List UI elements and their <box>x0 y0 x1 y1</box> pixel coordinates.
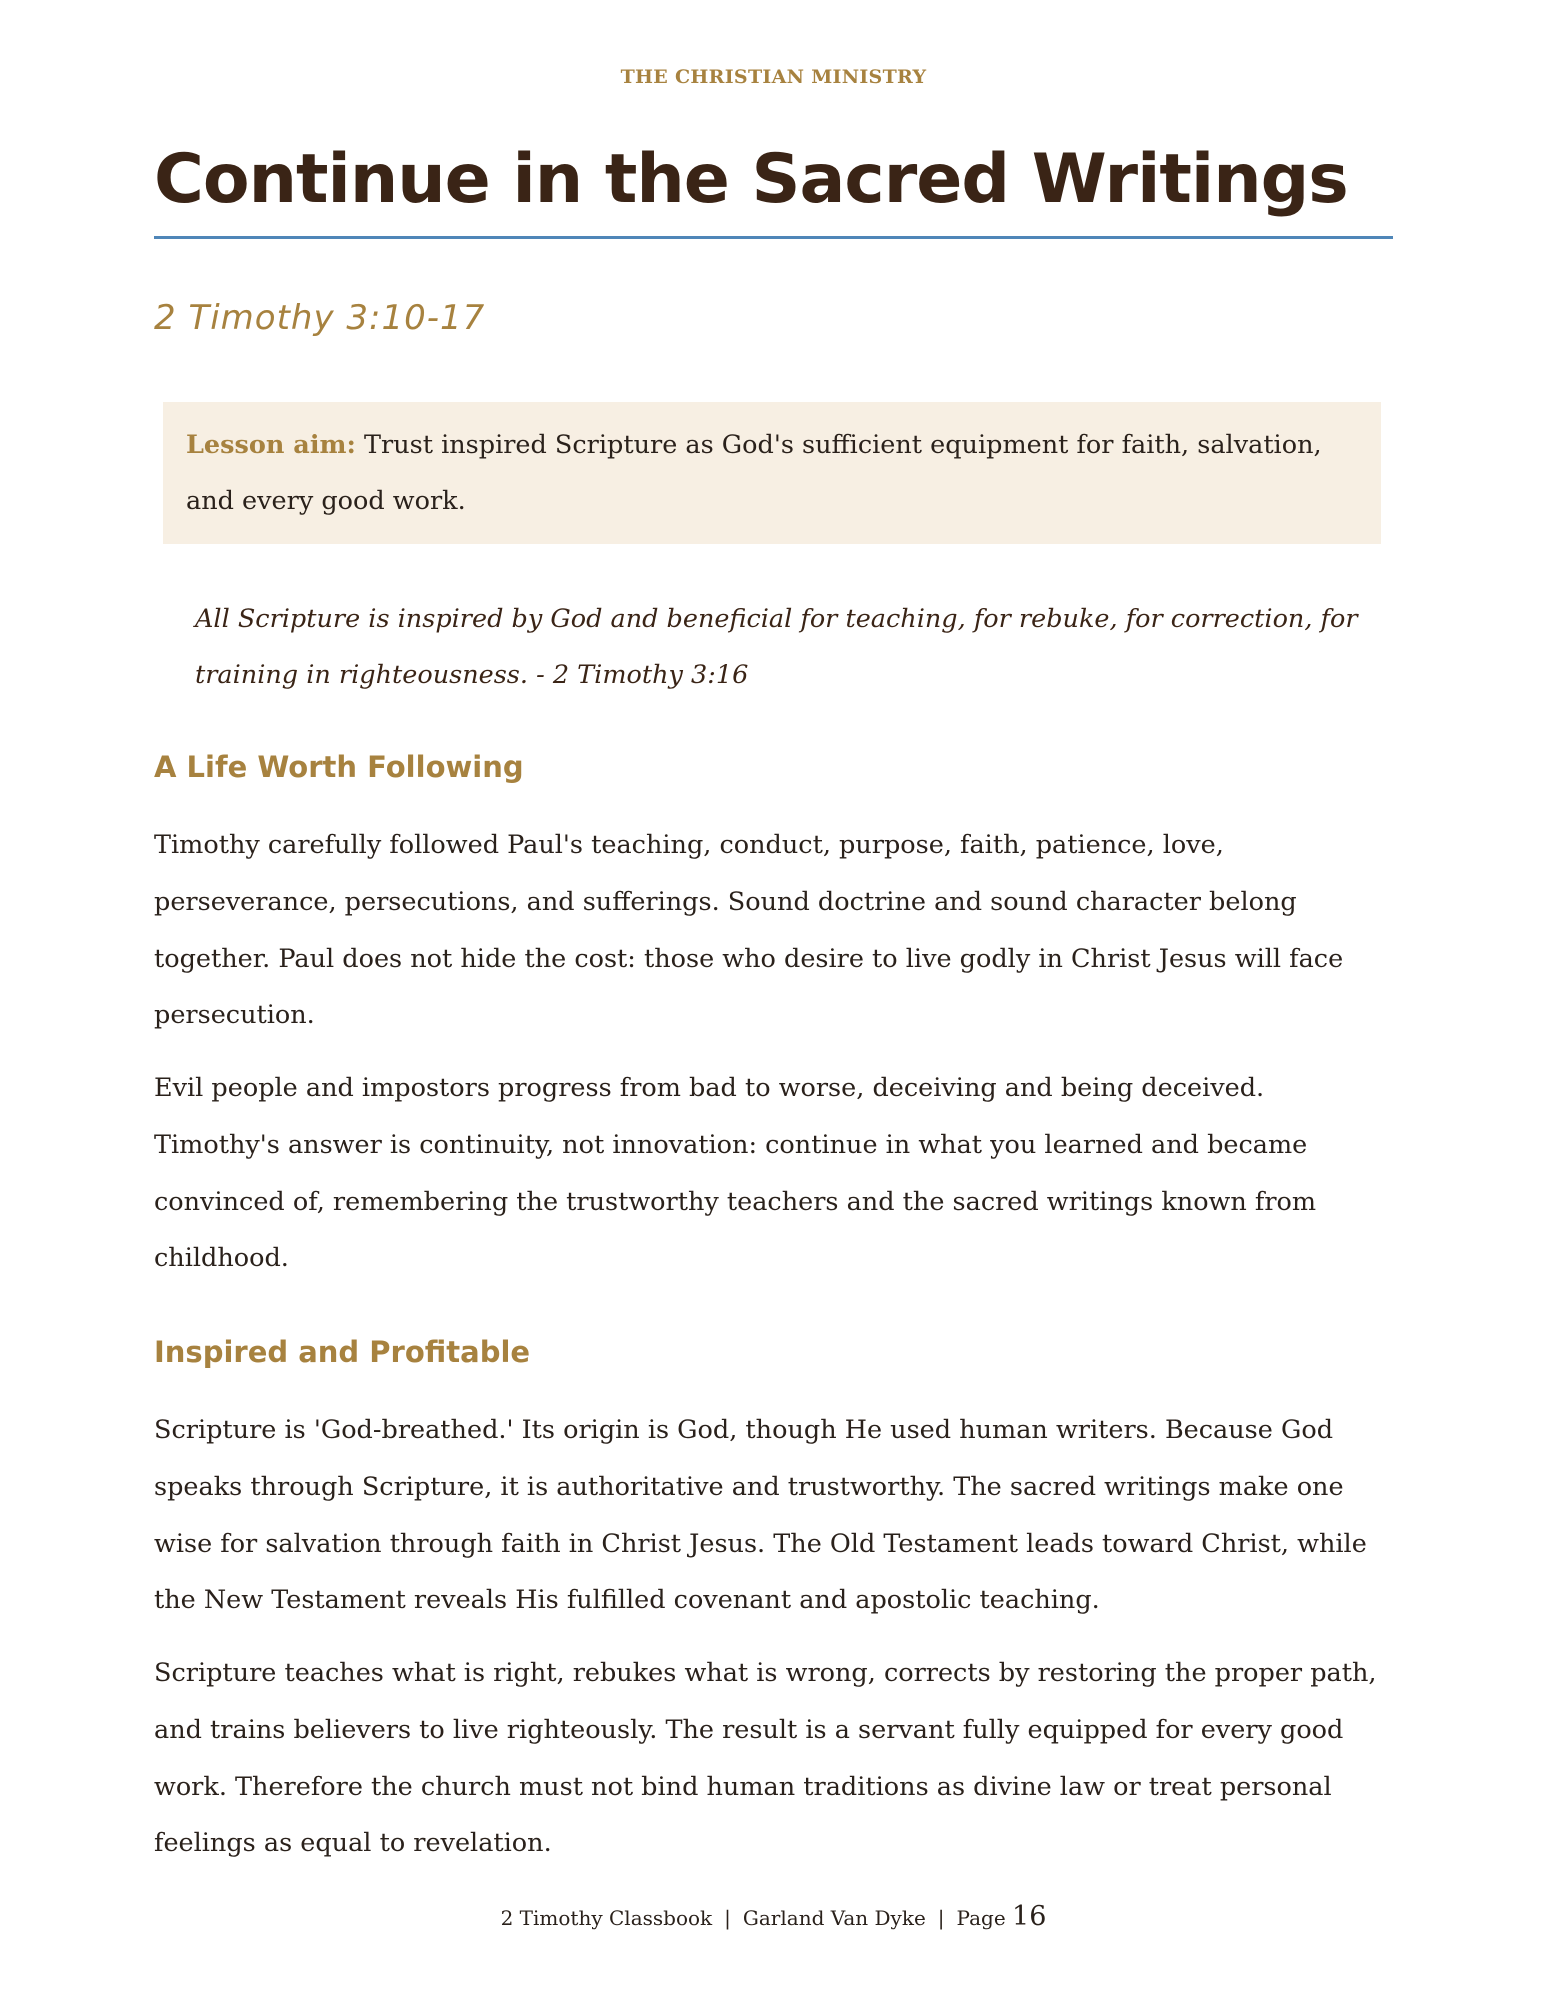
title-divider <box>154 236 1393 239</box>
footer-separator: | <box>724 1906 731 1930</box>
lesson-aim-box <box>163 402 1381 544</box>
key-verse-quote: All Scripture is inspired by God and beneficial for teaching, for rebuke, for correction, for training in righteousness. - 2 Timothy 3:16 <box>195 604 1358 690</box>
document-page <box>154 0 1393 2002</box>
page-title: Continue in the Sacred Writings <box>154 140 1348 219</box>
section-heading-inspired-and-profitable: Inspired and Profitable <box>154 1335 531 1369</box>
footer-separator: | <box>937 1906 945 1930</box>
footer-page-number: 16 <box>1012 1901 1047 1932</box>
section-heading-life-worth-following: A Life Worth Following <box>154 750 524 784</box>
lesson-aim-label: Lesson aim: <box>186 430 356 460</box>
lesson-aim-text: Trust inspired Scripture as God's sufficient equipment for faith, salvation, and every good work. <box>186 430 1322 516</box>
page-footer <box>154 1901 1393 1932</box>
section-paragraph: Timothy carefully followed Paul's teaching, conduct, purpose, faith, patience, love, perseverance, persecutions, and sufferings. Sound doctrine and sound character belong together. Paul does not hide the cost: those who desire to live godly in Christ Jesus will face persecution. <box>154 830 1344 1031</box>
section-paragraph: Scripture teaches what is right, rebukes what is wrong, corrects by restoring the proper path, and trains believers to live righteously. The result is a servant fully equipped for every good work. Therefore the church must not bind human traditions as divine law or treat personal feelings as equal to revelation. <box>154 1658 1377 1859</box>
section-paragraph: Evil people and impostors progress from bad to worse, deceiving and being deceived. Timothy's answer is continuity, not innovation: continue in what you learned and became convinced of, remembering the trustworthy teachers and the sacred writings known from childhood. <box>154 1073 1317 1274</box>
section-paragraph: Scripture is 'God-breathed.' Its origin is God, though He used human writers. Because God speaks through Scripture, it is authoritative and trustworthy. The sacred writings make one wise for salvation through faith in Christ Jesus. The Old Testament leads toward Christ, while the New Testament reveals His fulfilled covenant and apostolic teaching. <box>154 1415 1367 1616</box>
footer-page-label: Page <box>956 1906 1006 1930</box>
footer-book-title: 2 Timothy Classbook <box>500 1906 713 1930</box>
scripture-reference: 2 Timothy 3:10-17 <box>154 298 486 338</box>
running-header: THE CHRISTIAN MINISTRY <box>620 66 927 88</box>
footer-author: Garland Van Dyke <box>742 1906 926 1930</box>
